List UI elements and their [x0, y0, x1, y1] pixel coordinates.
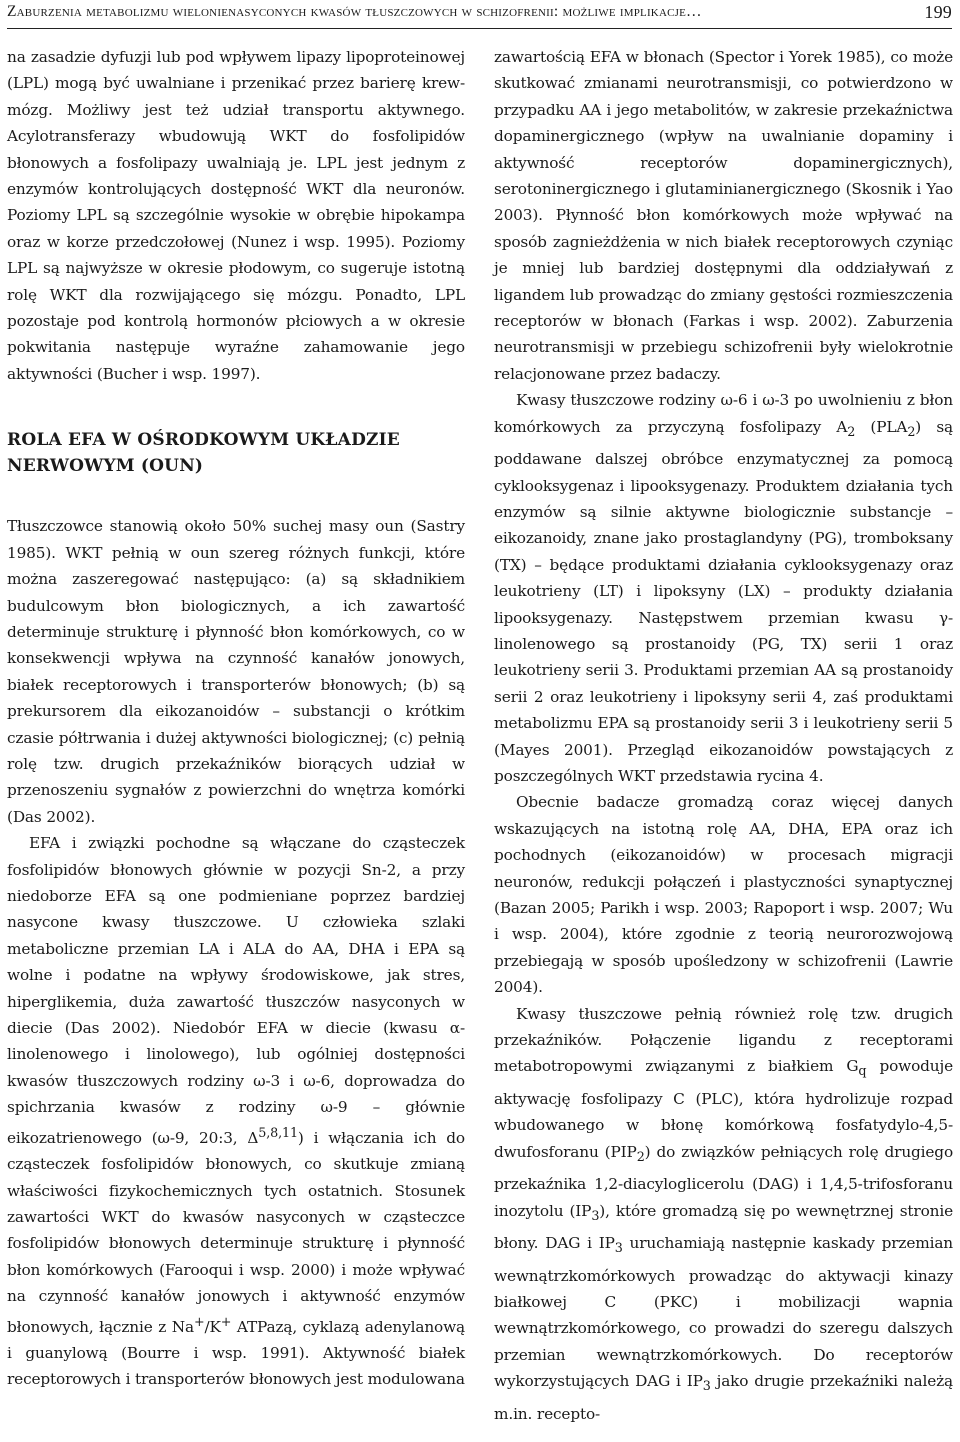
- paragraph-second-messengers: Kwasy tłuszczowe pełnią również rolę tzw. drugich przekaźników. Połączenie ligandu z receptorami metabotropowymi związanymi z białkiem $G_q$ powoduje aktywację fosfolipazy C (PLC), która hydrolizuje rozpad wbudowanego w błonę komórkową fosfatydylo-4,5-dwufosforanu $(PIP_2)$ do związków pełniących rolę drugiego przekaźnika 1,2-diacyloglicerolu (DAG) i 1,4,5-trifosforanu inozytolu $(IP_3)$, które gromadzą się po wewnętrznej stronie błony. DAG i $IP_3$ uruchamiają następnie kaskady przemian wewnątrzkomórkowych prowadząc do aktywacji kinazy białkowej C (PKC) i mobilizacji wapnia wewnątrzkomórkowego, co prowadzi do szeregu dalszych przemian wewnątrzkomórkowych. Do receptorów wykorzystujących DAG i $IP_3$ jako drugie przekaźniki należą m.in. recepto-: [494, 1004, 954, 1423]
- right-column: [494, 44, 953, 1427]
- paragraph-functions: Tłuszczowce stanowią około 50% suchej masy oun (Sastry 1985). WKT pełnią w oun szereg różnych funkcji, które można zaszeregować następująco: (a) są składnikiem budulcowym błon biologicznych, a ich zawartość determinuje strukturę i płynność błon komórkowych, co w konsekwencji wpływa na czynność kanałów jonowych, białek receptorowych i transporterów błonowych; (b) są prekursorem dla eikozanoidów – substancji o krótkim czasie półtrwania i dużej aktywności biologicznej; (c) pełnią rolę tzw. drugich przekaźników biorących udział w przenoszeniu sygnałów z powierzchni do wnętrza komórki (Das 2002).: [7, 517, 465, 826]
- paragraph-neurotransmission: zawartością EFA w błonach (Spector i Yorek 1985), co może skutkować zmianami neurotransmisji, co potwierdzono w przypadku AA i jego metabolitów, w zakresie przekaźnictwa dopaminergicznego (wpływ na uwalnianie dopaminy i aktywność receptorów dopaminergicznych), serotoninergicznego i glutaminianergicznego (Skosnik i Yao 2003). Płynność błon komórkowych może wpływać na sposób zagnieżdżenia w nich białek receptorowych czyniąc je mniej lub bardziej dostępnymi dla oddziaływań z ligandem lub prowadząc do zmiany gęstości rozmieszczenia receptorów w błonach (Farkas i wsp. 2002). Zaburzenia neurotransmisji w przebiegu schizofrenii były wielokrotnie relacjonowane przez badaczy.: [494, 48, 953, 383]
- paragraph-eicosanoids: Kwasy tłuszczowe rodziny ω-6 i ω-3 po uwolnieniu z błon komórkowych za przyczyną fosfolipazy $A_2$ $(PLA_2)$ są poddawane dalszej obróbce enzymatycznej za pomocą cyklooksygenaz i lipooksygenazy. Produktem działania tych enzymów są silnie aktywne biologicznie substancje – eikozanoidy, znane jako prostaglandyny (PG), tromboksany (TX) – będące produktami działania cyklooksygenazy oraz leukotrieny (LT) i lipoksyny (LX) – produkty działania lipooksygenazy. Następstwem przemian kwasu γ-linolenowego są prostanoidy (PG, TX) serii 1 oraz leukotrieny serii 3. Produktami przemian AA są prostanoidy serii 2 oraz leukotrieny i lipoksyny serii 4, zaś produktami metabolizmu EPA są prostanoidy serii 3 i leukotrieny serii 5 (Mayes 2001). Przegląd eikozanoidów powstających z poszczególnych WKT przedstawia rycina 4.: [494, 391, 954, 786]
- paragraph-lpl: na zasadzie dyfuzji lub pod wpływem lipazy lipoproteinowej (LPL) mogą być uwalniane i przenikać przez barierę krew-mózg. Możliwy jest też udział transportu aktywnego. Acylotransferazy wbudowują WKT do fosfolipidów błonowych a fosfolipazy uwalniają je. LPL jest jednym z enzymów kontrolujących dostępność WKT dla neuronów. Poziomy LPL są szczególnie wysokie w obrębie hipokampa oraz w korze przedczołowej (Nunez i wsp. 1995). Poziomy LPL są najwyższe w okresie płodowym, co sugeruje istotną rolę WKT dla rozwijającego się mózgu. Ponadto, LPL pozostaje pod kontrolą hormonów płciowych a w okresie pokwitania następuje wyraźne zahamowanie jego aktywności (Bucher i wsp. 1997).: [7, 48, 465, 383]
- section-heading-line-1: ROLA EFA W OŚRODKOWYM UKŁADZIE: [7, 430, 400, 451]
- page-number: 199: [924, 2, 952, 22]
- section-heading-line-2: NERWOWYM (OUN): [7, 456, 204, 477]
- paragraph-efa: EFA i związki pochodne są włączane do cząsteczek fosfolipidów błonowych głównie w pozycji Sn-2, a przy niedoborze EFA są one podmieniane poprzez bardziej nasycone kwasy tłuszczowe. U człowieka szlaki metaboliczne przemian LA i ALA do AA, DHA i EPA są wolne i podatne na wpływy środowiskowe, jak stres, hiperglikemia, duża zawartość tłuszczów nasyconych w diecie (Das 2002). Niedobór EFA w diecie (kwasu α-linolenowego i linolowego), lub ogólniej dostępności kwasów tłuszczowych rodziny ω-3 i ω-6, doprowadza do spichrzania kwasów z rodziny ω-9 – głównie eikozatrienowego (ω-9, 20:3, Δ$^{5,8,11}$) i włączania ich do cząsteczek fosfolipidów błonowych, co skutkuje zmianą właściwości fizykochemicznych tych ostatnich. Stosunek zawartości WKT do kwasów nasyconych w cząsteczce fosfolipidów błonowych determinuje strukturę i płynność błon komórkowych (Farooqui i wsp. 2000) i może wpływać na czynność kanałów jonowych i aktywność enzymów błonowych, łącznie z Na+/K+ ATPazą, cyklazą adenylanową i guanylową (Bourre i wsp. 1991). Aktywność białek receptorowych i transporterów błonowych jest modulowana: [7, 834, 465, 1389]
- paragraph-migration: Obecnie badacze gromadzą coraz więcej danych wskazujących na istotną rolę AA, DHA, EPA oraz ich pochodnych (eikozanoidów) w procesach migracji neuronów, redukcji połączeń i plastyczności synaptycznej (Bazan 2005; Parikh i wsp. 2003; Rapoport i wsp. 2007; Wu i wsp. 2004), które zgodnie z teorią neurorozwojową przebiegają w sposób upośledzony w schizofrenii (Lawrie 2004).: [494, 793, 953, 997]
- section-heading: [7, 427, 465, 479]
- running-header: [7, 2, 952, 29]
- running-title: Zaburzenia metabolizmu wielonienasyconych kwasów tłuszczowych w schizofrenii: możliwe implikacje…: [7, 3, 702, 20]
- left-column: [7, 44, 465, 1393]
